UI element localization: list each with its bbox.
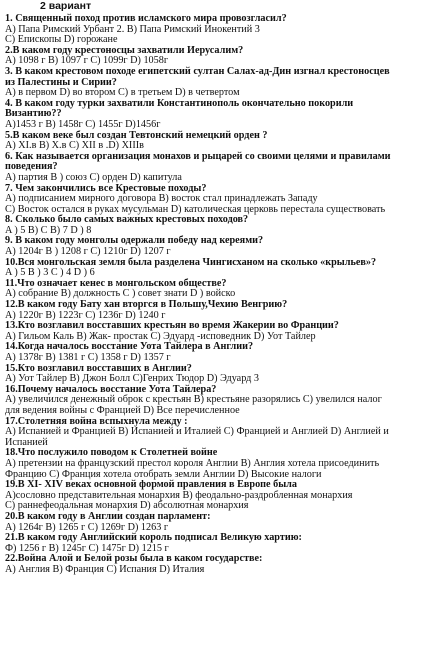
- question-block: [5, 554, 432, 575]
- question-text: 22.Война Алой и Белой розы была в каком государстве:: [5, 553, 263, 565]
- answer-options: A) собрание B) должность C ) совет знати D ) войско: [5, 288, 236, 300]
- question-text: из Палестины и Сирии?: [5, 76, 117, 88]
- answer-options: A) 1264г B) 1265 г C) 1269г D) 1263 г: [5, 521, 169, 533]
- answer-options: C) Восток остался в руках мусульман D) католическая церковь перестала существовать: [5, 203, 386, 215]
- question-block: [5, 184, 432, 216]
- question-text: 5.В каком веке был создан Тевтонский немецкий орден ?: [5, 129, 268, 141]
- question-text: 16.Почему началось восстание Уота Тайлера?: [5, 383, 217, 395]
- question-block: [5, 131, 432, 152]
- answer-options: A) партия B ) союз C) орден D) капитула: [5, 171, 182, 183]
- question-block: [5, 258, 432, 279]
- answer-options: A) в первом D) во втором C) в третьем D) в четвертом: [5, 87, 240, 99]
- answer-options: A) 1204г B ) 1208 г C) 1210г D) 1207 г: [5, 246, 171, 258]
- question-text: 12.В каком году Бату хан вторгся в Польшу,Чехию Венгрию?: [5, 299, 288, 311]
- question-block: [5, 236, 432, 257]
- question-text: 10.Вся монгольская земля была разделена Чингисханом на сколько «крыльев»?: [5, 256, 377, 268]
- question-text: 6. Как называется организация монахов и рыцарей со своими целями и правилами: [5, 150, 391, 162]
- answer-options: A) подписанием мирного договора B) восток стал принадлежать Западу: [5, 193, 318, 205]
- answer-options: A) Папа Римский Урбант 2. B) Папа Римский Инокентий 3: [5, 23, 260, 35]
- answer-options: C) Епископы D) горожане: [5, 34, 118, 46]
- question-block: [5, 512, 432, 533]
- answer-options: A) Англия B) Франция C) Испания D) Италия: [5, 563, 205, 575]
- question-text: 4. В каком году турки захватили Константинополь окончательно покорили: [5, 97, 354, 109]
- question-text: 9. В каком году монголы одержали победу над кереями?: [5, 235, 264, 247]
- question-list: [5, 14, 432, 575]
- question-block: [5, 342, 432, 363]
- question-text: 11.Что означает кенес в монгольском обществе?: [5, 277, 227, 289]
- answer-options: A)1453 г B) 1458г C) 1455г D)1456г: [5, 118, 161, 130]
- question-block: [5, 46, 432, 67]
- question-text: 15.Кто возглавил восставших в Англии?: [5, 362, 192, 374]
- question-text: 20.В каком году в Англии создан парламент:: [5, 510, 211, 522]
- answer-options: A) увеличился денежный оброк с крестьян B) крестьяне разорялись C) увелился налог: [5, 394, 382, 406]
- answer-options: A) претензии на французский престол короля Англии B) Англия хотела присоединить: [5, 457, 380, 469]
- answer-options: A) Испанией и Францией B) Испанией и Италией C) Францией и Англией D) Англией и: [5, 426, 389, 438]
- answer-options: A) Уот Тайлер B) Джон Болл C)Генрих Тюдор D) Эдуард 3: [5, 373, 259, 385]
- question-block: [5, 215, 432, 236]
- question-text: 8. Сколько было самых важных крестовых походов?: [5, 214, 249, 226]
- answer-options: A ) 5 B) C B) 7 D ) 8: [5, 224, 92, 236]
- answer-options: A) 1098 г B) 1097 г C) 1099г D) 1058г: [5, 55, 169, 67]
- answer-options: A)сословно представительная монархия B) феодально-раздробленная монархия: [5, 489, 353, 501]
- answer-options: Ф) 1256 г B) 1245г C) 1475г D) 1215 г: [5, 542, 169, 554]
- answer-options: A) 1220г B) 1223г C) 1236г D) 1240 г: [5, 309, 166, 321]
- question-text: 18.Что послужило поводом к Столетней войне: [5, 447, 218, 459]
- answer-options: A ) 5 B ) 3 C ) 4 D ) 6: [5, 267, 95, 279]
- question-text: поведения?: [5, 161, 58, 173]
- question-block: [5, 364, 432, 385]
- question-text: 21.В каком году Английский король подписал Великую хартию:: [5, 532, 302, 544]
- question-block: [5, 385, 432, 417]
- answer-options: Францию C) Франция хотела отобрать земли Англии D) Высокие налоги: [5, 468, 322, 480]
- question-block: [5, 480, 432, 512]
- question-block: [5, 67, 432, 99]
- question-block: [5, 533, 432, 554]
- question-text: 7. Чем закончились все Крестовые походы?: [5, 182, 207, 194]
- question-block: [5, 14, 432, 46]
- answer-options: A) XI.в B) X.в C) XII в .D) XIIIв: [5, 140, 144, 152]
- question-block: [5, 417, 432, 449]
- question-text: 13.Кто возглавил восставших крестьян во время Жакерии во Франции?: [5, 320, 339, 332]
- question-block: [5, 321, 432, 342]
- variant-title: 2 вариант: [40, 0, 92, 12]
- answer-options: A) 1378г B) 1381 г C) 1358 г D) 1357 г: [5, 352, 171, 363]
- question-text: 14.Когда началось восстание Уота Тайлера в Англии?: [5, 341, 254, 353]
- question-text: Византию??: [5, 108, 62, 120]
- question-block: [5, 448, 432, 480]
- question-block: [5, 300, 432, 321]
- question-block: [5, 152, 432, 184]
- answer-options: Испанией: [5, 436, 48, 448]
- question-text: 3. В каком крестовом походе египетский султан Салах-ад-Дин изгнал крестоносцев: [5, 65, 390, 77]
- question-text: 1. Священный поход против исламского мира провозгласил?: [5, 13, 287, 24]
- question-text: 17.Столетняя война вспыхнула между :: [5, 415, 188, 427]
- question-block: [5, 99, 432, 131]
- answer-options: для ведения войны с Францией D) Все перечисленное: [5, 404, 240, 416]
- question-text: 19.В XI- XIV веках основной формой правления в Европе была: [5, 479, 297, 491]
- question-block: [5, 279, 432, 300]
- answer-options: A) Гильом Каль B) Жак- простак C) Эдуард -исповедник D) Уот Тайлер: [5, 330, 316, 342]
- answer-options: C) раннефеодальная монархия D) абсолютная монархия: [5, 500, 249, 512]
- question-text: 2.В каком году крестоносцы захватили Иерусалим?: [5, 44, 244, 56]
